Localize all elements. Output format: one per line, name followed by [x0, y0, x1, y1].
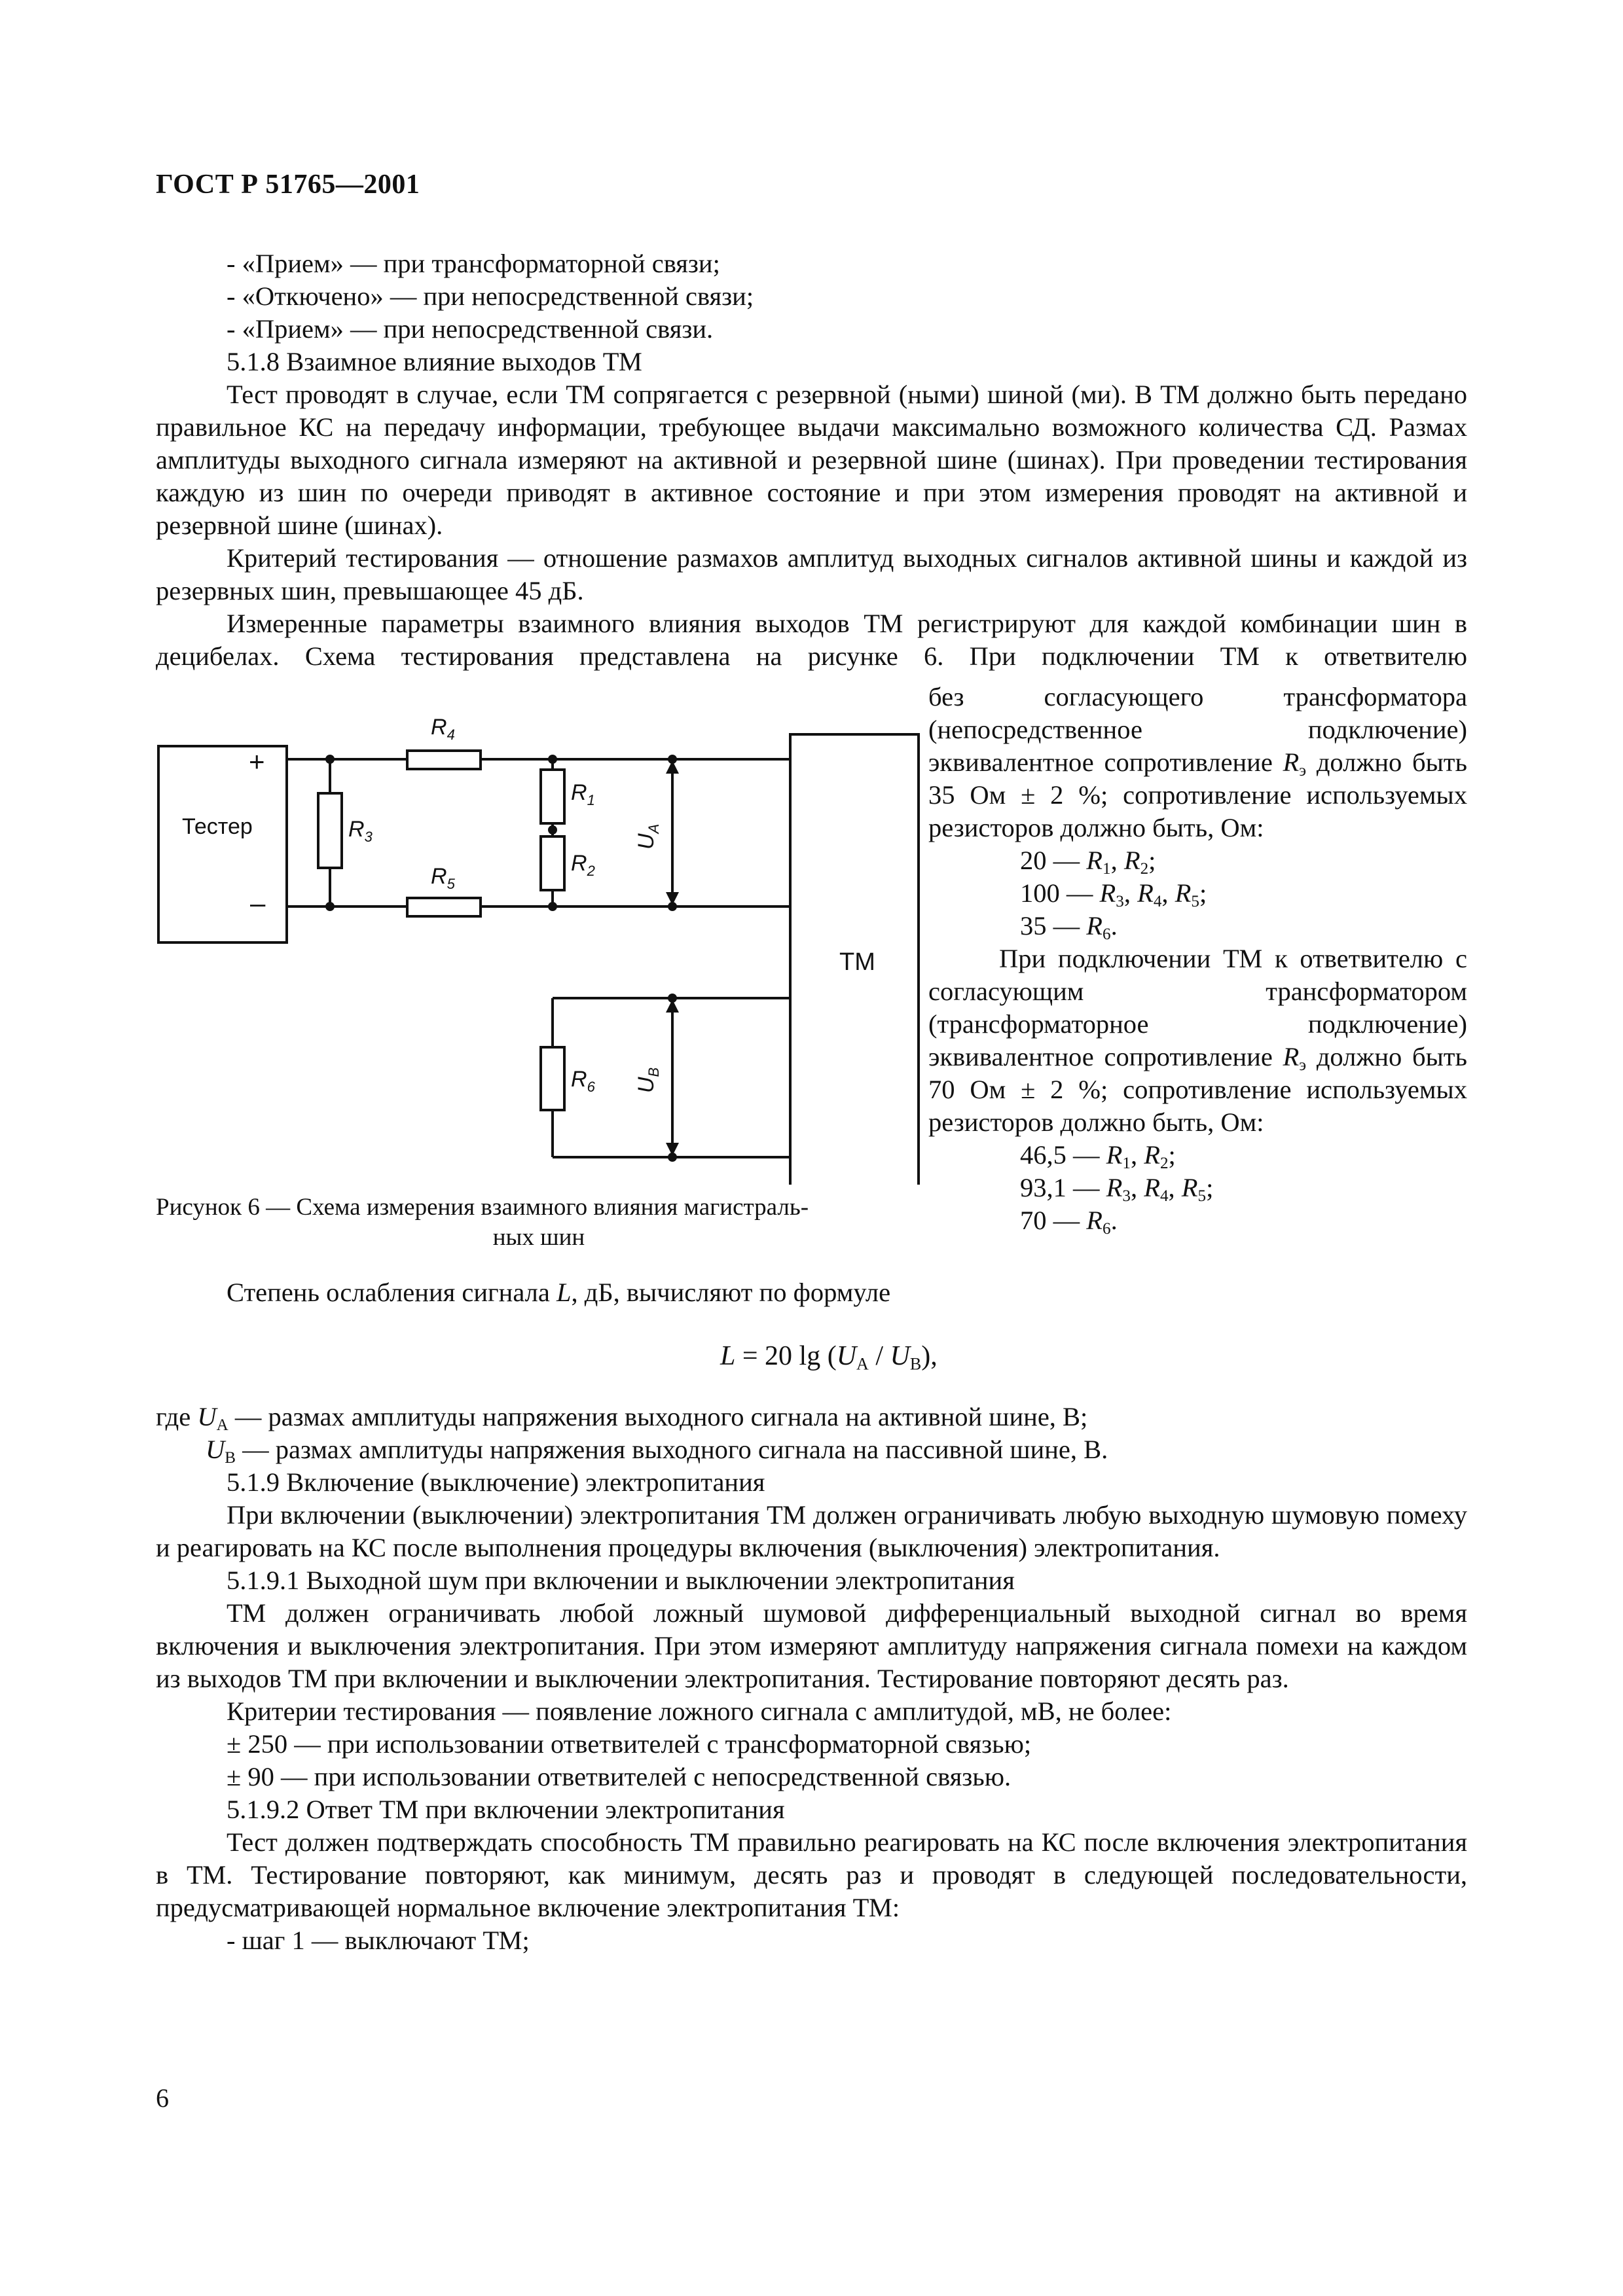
list-item: - «Прием» — при трансформаторной связи; [227, 249, 720, 278]
paragraph: Измеренные параметры взаимного влияния выходов ТМ регистрируют для каждой комбинации шин в децибелах. Схема тестирования представлена на рисунке 6. При подключении ТМ к ответвителю [156, 609, 1467, 671]
resistor-values-1: 20 — $R_1$, $R_2$; [1020, 846, 1156, 878]
criteria-item: ± 250 — при использовании ответвителей с трансформаторной связью; [227, 1729, 1032, 1759]
ub-label: $U_B$ [634, 1067, 662, 1093]
tester-label: Тестер [182, 814, 253, 839]
ua-label: $U_A$ [634, 823, 662, 850]
r6-label: $R_6$ [571, 1067, 595, 1095]
tester-box [158, 746, 287, 942]
tm-label: ТМ [839, 948, 875, 976]
intro-text [156, 1276, 1467, 1309]
figure-caption [156, 1193, 922, 1253]
plus-terminal: + [249, 746, 265, 777]
resistor-values-6: 70 — $R_6$. [1020, 1206, 1118, 1238]
r1-label: $R_1$ [571, 780, 595, 808]
list-item: - «Прием» — при непосредственной связи. [227, 314, 714, 344]
section-heading-5-1-9-2: 5.1.9.2 Ответ ТМ при включении электропитания [227, 1795, 785, 1824]
side-paragraph-2: При подключении ТМ к ответвителю с согласующим трансформатором (трансформаторное подключение) эквивалентное сопротивление $R_э$ должно быть 70 Ом ± 2 %; сопротивление используемых резисторов должно быть, Ом: [928, 944, 1467, 1137]
figure-caption-line-2: ных шин [492, 1224, 585, 1251]
formula-intro: Степень ослабления сигнала L, дБ, вычисляют по формуле [227, 1278, 891, 1307]
resistor-values-3: 35 — $R_6$. [1020, 911, 1118, 944]
resistor-r4 [407, 751, 481, 769]
paragraph: ТМ должен ограничивать любой ложный шумовой дифференциальный выходной сигнал во время включения и выключения электропитания. При этом измеряют амплитуду напряжения сигнала помехи на каждом из выходов ТМ при включении и выключении электропитания. Тестирование повторяют десять раз. [156, 1598, 1467, 1693]
circuit-diagram [152, 687, 924, 1185]
resistor-values-2: 100 — $R_3$, $R_4$, $R_5$; [1020, 878, 1207, 911]
criteria-item: ± 90 — при использовании ответвителей с непосредственной связью. [227, 1762, 1012, 1791]
criteria: Критерии тестирования — появление ложного сигнала с амплитудой, мВ, не более: [227, 1696, 1172, 1726]
r5-label: $R_5$ [431, 864, 455, 892]
resistor-r6 [541, 1047, 564, 1110]
where-line-2: $U_В$ — размах амплитуды напряжения выходного сигнала на пассивной шине, В. [206, 1435, 1108, 1467]
resistor-r2 [541, 836, 564, 890]
r4-label: $R_4$ [431, 715, 455, 743]
resistor-values-5: 93,1 — $R_3$, $R_4$, $R_5$; [1020, 1173, 1214, 1206]
paragraph: Тест проводят в случае, если ТМ сопрягается с резервной (ными) шиной (ми). В ТМ должно быть передано правильное КС на передачу информации, требующее выдачи максимально возможного количества СД. Размах амплитуды выходного сигнала измеряют на активной и резервной шине (шинах). При проведении тестирования каждую из шин по очереди приводят в активное состояние и при этом измерения проводят на активной и резервной шине (шинах). [156, 380, 1467, 540]
formula: L = 20 $\lg (U_А / U_В)$, [720, 1341, 938, 1374]
figure-caption-line-1: Рисунок 6 — Схема измерения взаимного влияния магистраль- [156, 1194, 809, 1221]
document-header: ГОСТ Р 51765—2001 [156, 170, 420, 200]
page-number: 6 [156, 2083, 169, 2113]
upper-text [156, 247, 1467, 673]
resistor-r5 [407, 898, 481, 916]
resistor-r1 [541, 770, 564, 823]
side-text [928, 681, 1467, 1237]
resistor-values-4: 46,5 — $R_1$, $R_2$; [1020, 1140, 1176, 1173]
lower-text [156, 1401, 1467, 1957]
r2-label: $R_2$ [571, 851, 595, 879]
side-paragraph-1: без согласующего трансформатора (непосредственное подключение) эквивалентное сопротивление $R_э$ должно быть 35 Ом ± 2 %; сопротивление используемых резисторов должно быть, Ом: [928, 682, 1467, 842]
section-heading-5-1-9-1: 5.1.9.1 Выходной шум при включении и выключении электропитания [227, 1566, 1015, 1595]
section-heading-5-1-9: 5.1.9 Включение (выключение) электропитания [227, 1467, 765, 1497]
list-item: - шаг 1 — выключают ТМ; [227, 1926, 530, 1955]
r3-label: $R_3$ [348, 817, 373, 845]
paragraph: Тест должен подтверждать способность ТМ правильно реагировать на КС после включения электропитания в ТМ. Тестирование повторяют, как минимум, десять раз и проводят в следующей последовательности, предусматривающей нормальное включение электропитания ТМ: [156, 1827, 1467, 1922]
paragraph: При включении (выключении) электропитания ТМ должен ограничивать любую выходную шумовую помеху и реагировать на КС после выполнения процедуры включения (выключения) электропитания. [156, 1500, 1467, 1562]
section-heading-5-1-8: 5.1.8 Взаимное влияние выходов ТМ [227, 347, 642, 376]
minus-terminal: – [250, 888, 266, 918]
resistor-r3 [318, 793, 342, 868]
where-line-1: где $U_А$ — размах амплитуды напряжения выходного сигнала на активной шине, В; [156, 1402, 1088, 1435]
paragraph: Критерий тестирования — отношение размахов амплитуд выходных сигналов активной шины и каждой из резервных шин, превышающее 45 дБ. [156, 543, 1467, 605]
list-item: - «Откючено» — при непосредственной связи; [227, 281, 754, 311]
